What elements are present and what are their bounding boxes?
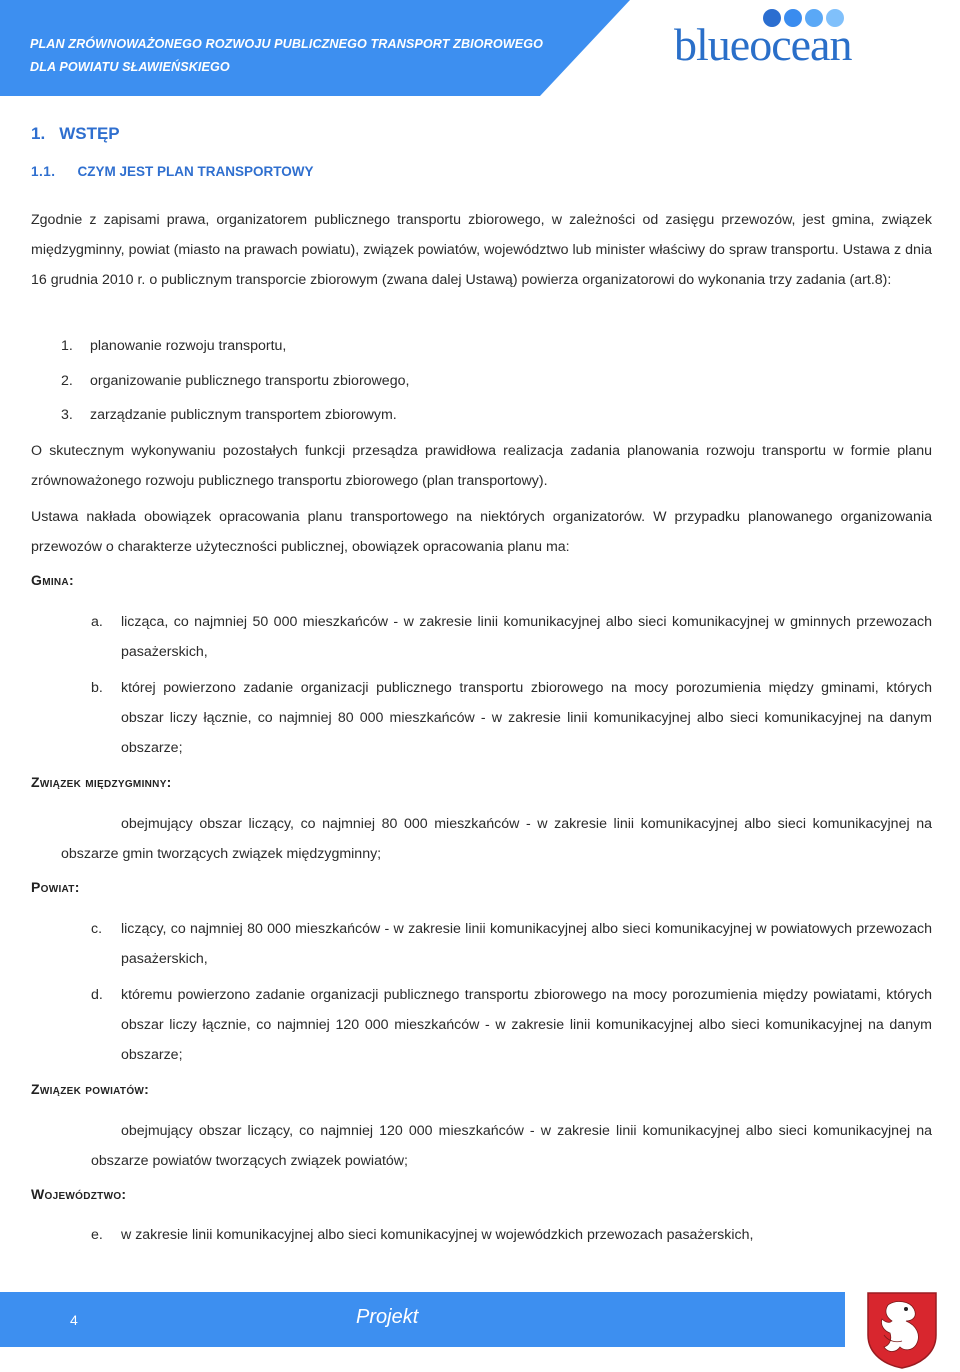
- zwiazek-miedzygminny-text: obejmujący obszar liczący, co najmniej 80 000 mieszkańców - w zakresie linii komunikacyjnej albo sieci komunikacyjnej na obszarze gmin tworzących związek międzygminny;: [61, 816, 932, 862]
- task-text: organizowanie publicznego transportu zbiorowego,: [90, 373, 410, 389]
- gmina-heading: Gmina:: [31, 572, 74, 588]
- document-header-title: [30, 33, 543, 79]
- item-label: d.: [91, 987, 103, 1003]
- wojewodztwo-heading: Województwo:: [31, 1186, 127, 1202]
- footer-band: [0, 1292, 845, 1347]
- intro-paragraph: Zgodnie z zapisami prawa, organizatorem publicznego transportu zbiorowego, w zależności od zasięgu przewozów, jest gmina, związek międzygminny, powiat (miasto na prawach powiatu), związek powiatów, województwo lub minister właściwy do spraw transportu. Ustawa z dnia 16 grudnia 2010 r. o publicznym transporcie zbiorowym (zwana dalej Ustawą) powierza organizatorowi do wykonania trzy zadania (art.8):: [31, 212, 932, 288]
- zwiazek-powiatow-text: obejmujący obszar liczący, co najmniej 120 000 mieszkańców - w zakresie linii komunikacyjnej albo sieci komunikacyjnej na obszarze powiatów tworzących związek powiatów;: [91, 1123, 932, 1169]
- paragraph-obligation: Ustawa nakłada obowiązek opracowania planu transportowego na niektórych organizatorów. W przypadku planowanego organizowania przewozów o charakterze użyteczności publicznej, obowiązek opracowania planu ma:: [31, 509, 932, 555]
- item-text: któremu powierzono zadanie organizacji publicznego transportu zbiorowego na mocy porozumienia między powiatami, których obszar liczy łącznie, co najmniej 120 000 mieszkańców - w zakresie linii komunikacyjnej albo sieci komunikacyjnej na danym obszarze;: [121, 987, 932, 1063]
- company-logo-text: blueocean: [674, 19, 852, 70]
- section-heading: [31, 124, 120, 144]
- task-number: 3.: [61, 407, 73, 423]
- griffin-coat-of-arms-icon: [866, 1291, 938, 1369]
- subsection-heading: [31, 164, 314, 179]
- item-label: a.: [91, 614, 103, 630]
- header-title-line-1: PLAN ZRÓWNOWAŻONEGO ROZWOJU PUBLICZNEGO TRANSPORT ZBIOROWEGO: [30, 37, 544, 51]
- item-text: liczący, co najmniej 80 000 mieszkańców - w zakresie linii komunikacyjnej albo sieci komunikacyjnej w powiatowych przewozach pasażerskich,: [121, 921, 932, 967]
- task-text: planowanie rozwoju transportu,: [90, 338, 287, 354]
- header-title-line-2: DLA POWIATU SŁAWIEŃSKIEGO: [30, 60, 230, 74]
- footer-label: Projekt: [356, 1306, 419, 1328]
- page-number: 4: [70, 1312, 78, 1328]
- paragraph-functions: O skutecznym wykonywaniu pozostałych funkcji przesądza prawidłowa realizacja zadania planowania rozwoju transportu w formie planu zrównoważonego rozwoju publicznego transportu zbiorowego (plan transportowy).: [31, 443, 932, 489]
- section-number: 1.: [31, 124, 46, 143]
- section-title: WSTĘP: [59, 124, 120, 143]
- item-text: licząca, co najmniej 50 000 mieszkańców - w zakresie linii komunikacyjnej albo sieci komunikacyjnej w gminnych przewozach pasażerskich,: [121, 614, 932, 660]
- task-number: 2.: [61, 373, 73, 389]
- item-label: e.: [91, 1227, 103, 1243]
- subsection-title: CZYM JEST PLAN TRANSPORTOWY: [77, 164, 314, 179]
- item-label: b.: [91, 680, 103, 696]
- item-text: w zakresie linii komunikacyjnej albo sieci komunikacyjnej w wojewódzkich przewozach pasażerskich,: [121, 1227, 754, 1243]
- item-label: c.: [91, 921, 103, 937]
- zwiazek-powiatow-heading: Związek powiatów:: [31, 1081, 150, 1097]
- task-text: zarządzanie publicznym transportem zbiorowym.: [90, 407, 397, 423]
- item-text: której powierzono zadanie organizacji publicznego transportu zbiorowego na mocy porozumienia między gminami, których obszar liczy łącznie, co najmniej 80 000 mieszkańców - w zakresie linii komunikacyjnej albo sieci komunikacyjnej na danym obszarze;: [121, 680, 932, 756]
- subsection-number: 1.1.: [31, 164, 56, 179]
- zwiazek-miedzygminny-heading: Związek międzygminny:: [31, 774, 172, 790]
- task-number: 1.: [61, 338, 73, 354]
- powiat-heading: Powiat:: [31, 879, 80, 895]
